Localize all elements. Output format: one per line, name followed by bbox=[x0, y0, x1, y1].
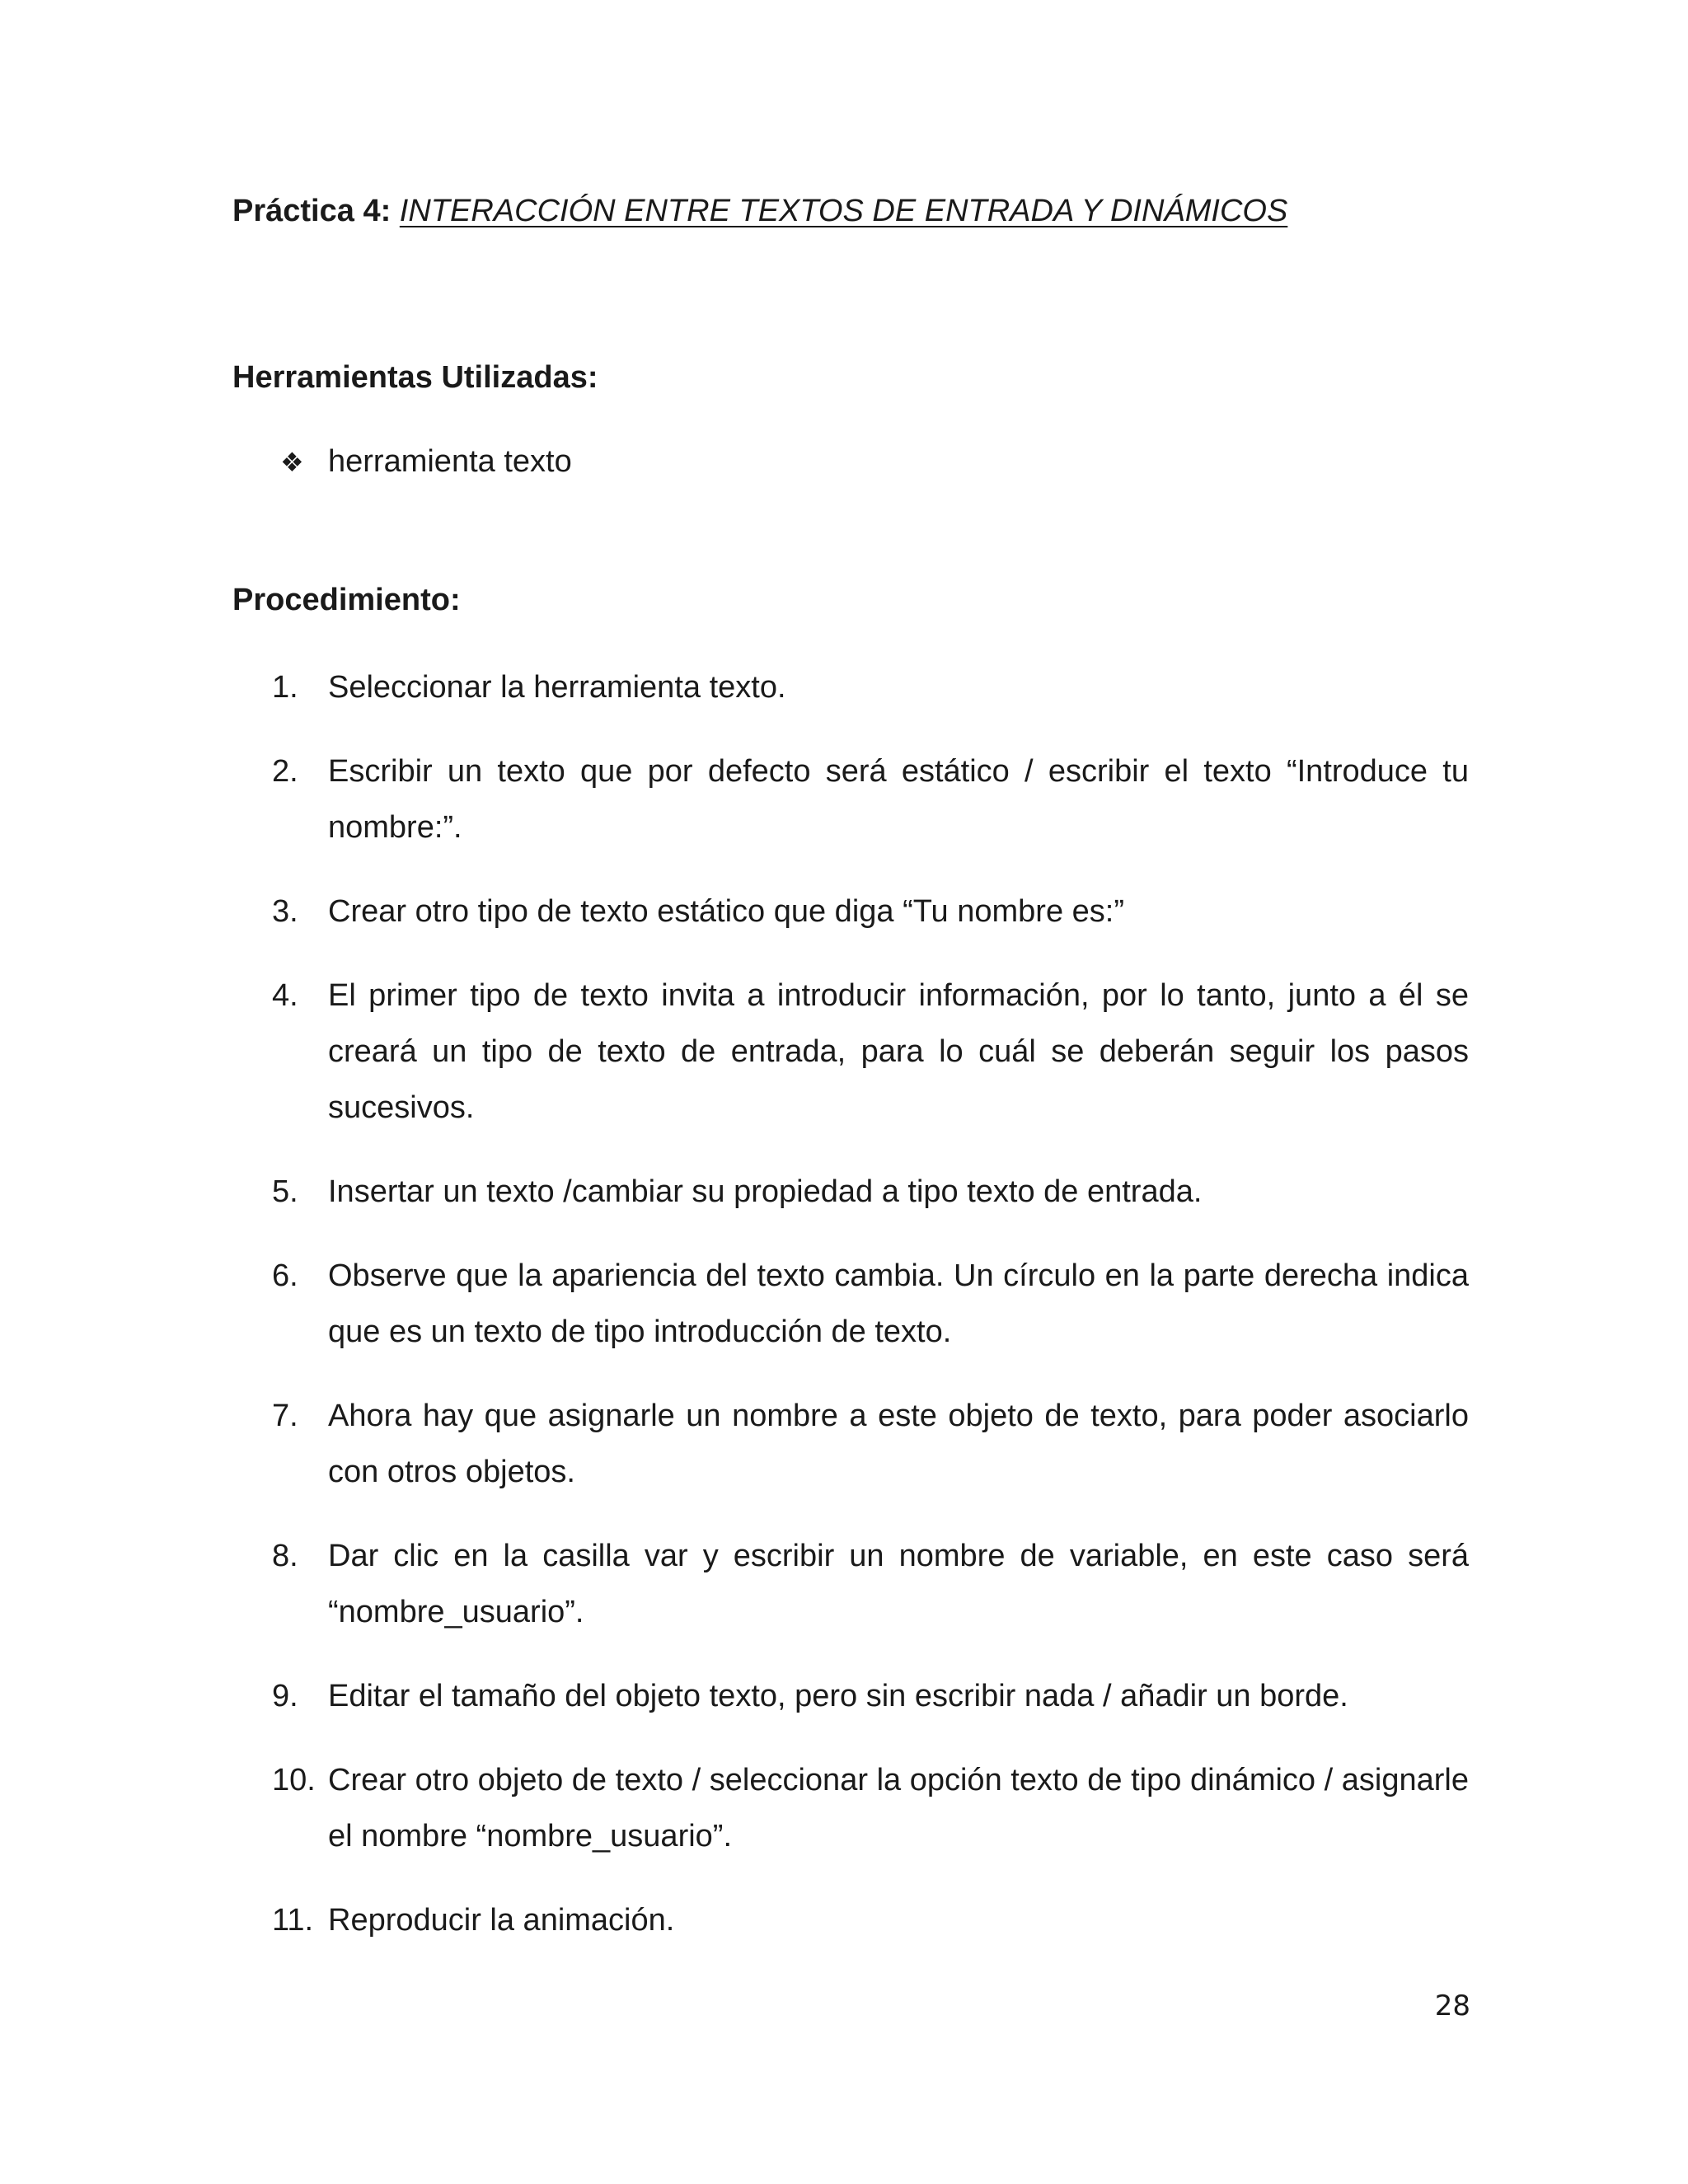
step-number: 9. bbox=[272, 1679, 298, 1713]
step-text: Observe que la apariencia del texto cambia. Un círculo en la parte derecha indica que es un texto de tipo introducción de texto. bbox=[328, 1258, 1469, 1349]
procedure-step bbox=[272, 1248, 1469, 1360]
step-number: 10. bbox=[272, 1763, 316, 1797]
procedure-step bbox=[272, 883, 1469, 940]
step-text: Ahora hay que asignarle un nombre a este objeto de texto, para poder asociarlo con otros objetos. bbox=[328, 1399, 1469, 1489]
procedure-step bbox=[272, 1388, 1469, 1500]
procedure-step bbox=[272, 968, 1469, 1136]
step-number: 2. bbox=[272, 754, 298, 789]
step-text: Reproducir la animación. bbox=[328, 1903, 675, 1938]
step-text: Crear otro tipo de texto estático que diga “Tu nombre es:” bbox=[328, 894, 1124, 929]
procedure-heading: Procedimiento: bbox=[232, 583, 461, 617]
step-number: 3. bbox=[272, 894, 298, 929]
procedure-step bbox=[272, 1164, 1469, 1220]
practice-number: Práctica 4: bbox=[232, 194, 392, 228]
step-text: Crear otro objeto de texto / seleccionar la opción texto de tipo dinámico / asignarle el nombre “nombre_usuario”. bbox=[328, 1763, 1469, 1854]
step-number: 1. bbox=[272, 670, 298, 705]
step-number: 5. bbox=[272, 1174, 298, 1209]
step-text: Seleccionar la herramienta texto. bbox=[328, 670, 786, 705]
procedure-step bbox=[272, 1528, 1469, 1640]
step-text: Insertar un texto /cambiar su propiedad a tipo texto de entrada. bbox=[328, 1174, 1203, 1209]
step-number: 11. bbox=[272, 1903, 314, 1938]
procedure-steps bbox=[272, 659, 1469, 1976]
step-text: Escribir un texto que por defecto será estático / escribir el texto “Introduce tu nombre:”. bbox=[328, 754, 1469, 845]
step-number: 4. bbox=[272, 978, 298, 1013]
practice-subject: INTERACCIÓN ENTRE TEXTOS DE ENTRADA Y DINÁMICOS bbox=[399, 194, 1288, 228]
procedure-step bbox=[272, 743, 1469, 855]
diamond-bullet-icon: ❖ bbox=[280, 448, 304, 477]
page-number: 28 bbox=[1434, 1990, 1470, 2022]
step-number: 7. bbox=[272, 1399, 298, 1433]
procedure-step bbox=[272, 1668, 1469, 1724]
step-number: 8. bbox=[272, 1539, 298, 1573]
procedure-step bbox=[272, 659, 1469, 715]
procedure-step bbox=[272, 1752, 1469, 1864]
procedure-step bbox=[272, 1892, 1469, 1948]
practice-title bbox=[232, 188, 1287, 234]
tools-item-text: herramienta texto bbox=[328, 444, 572, 479]
tools-heading: Herramientas Utilizadas: bbox=[232, 360, 598, 395]
step-text: Editar el tamaño del objeto texto, pero sin escribir nada / añadir un borde. bbox=[328, 1679, 1348, 1713]
step-number: 6. bbox=[272, 1258, 298, 1293]
step-text: Dar clic en la casilla var y escribir un nombre de variable, en este caso será “nombre_usuario”. bbox=[328, 1539, 1469, 1629]
step-text: El primer tipo de texto invita a introducir información, por lo tanto, junto a él se creará un tipo de texto de entrada, para lo cuál se deberán seguir los pasos sucesivos. bbox=[328, 978, 1469, 1125]
tools-list-item bbox=[280, 438, 572, 485]
